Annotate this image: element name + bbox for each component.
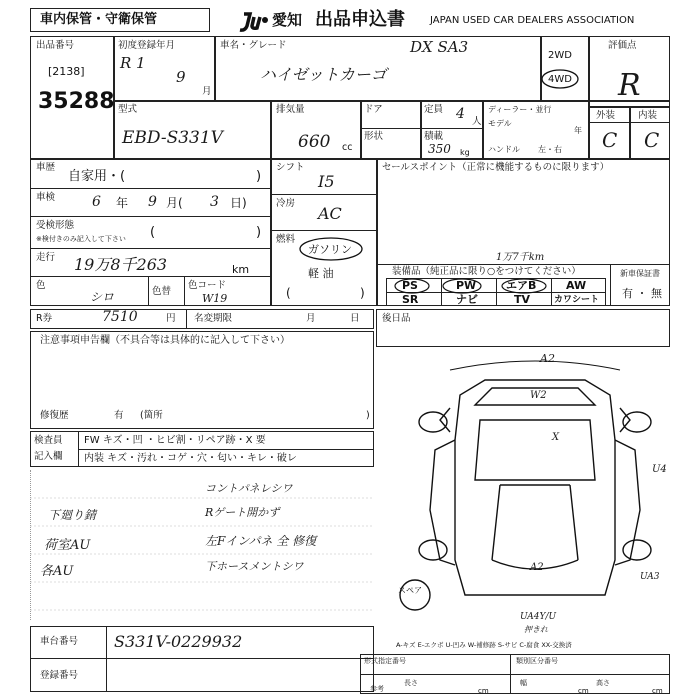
lot-sub-number: [2138] [48, 65, 85, 78]
lot-label: 出品番号 [36, 40, 75, 51]
fuel-gasoline: ガソリン [308, 243, 352, 256]
inspection-era: 6 [92, 194, 101, 210]
drive-4wd: 4WD [548, 74, 572, 85]
receipt-paren-open: ( [150, 225, 156, 240]
ac-label: 冷房 [276, 198, 296, 209]
receipt-note: ※検付きのみ記入して下さい [36, 235, 126, 243]
inspector-note-5: 左Fインパネ 全 修復 [205, 534, 317, 548]
class-label: 類別区分番号 [516, 657, 558, 665]
receipt-paren-close: ) [256, 225, 262, 240]
ref-label: 参考 [370, 685, 384, 693]
color-value: シロ [90, 290, 115, 304]
color-code-label: 色コード [188, 280, 227, 291]
fuel-diesel: 軽 油 [308, 267, 334, 280]
diagram-legend: A-キズ E-エクボ U-凹み W-補修跡 S-サビ C-腐食 XX-交換済 [396, 641, 572, 649]
equipment-leather: カワシート [554, 295, 600, 305]
inspector-fw-row: FW キズ・凹 ・ヒビ割・リペア跡・X 要 [84, 435, 266, 446]
mark-a2-bottom: A2 [530, 562, 544, 573]
model-label: 型式 [118, 104, 138, 115]
fuel-paren-open: ( [286, 286, 291, 300]
inspection-label: 車検 [36, 192, 56, 203]
selling-points-note: 1万7千km [496, 252, 545, 263]
rear-seat-box [376, 309, 670, 347]
mark-ua4-sub: 押きれ [524, 625, 548, 634]
model-year-label: モデル [488, 119, 512, 128]
inspection-day-unit: 日) [230, 196, 247, 210]
ju-logo-icon [238, 11, 270, 33]
warranty-value: 有 ・ 無 [622, 287, 662, 300]
displacement-label: 排気量 [276, 104, 305, 115]
model-value: EBD-S331V [122, 128, 223, 148]
history-value: 自家用・( [68, 169, 126, 184]
inspection-month-unit: 月( [166, 196, 183, 210]
inspector-note-3: Rゲート開かず [205, 506, 280, 519]
repair-label: 修復歴 [40, 410, 69, 421]
handle-label: ハンドル [488, 145, 520, 154]
fuel-label: 燃料 [276, 234, 296, 245]
inspector-int-row: 内装 キズ・汚れ・コゲ・穴・匂い・キレ・破レ [84, 453, 297, 464]
load-value: 350 [428, 142, 451, 156]
mark-ua3: UA3 [640, 572, 660, 582]
length-label: 長さ [404, 679, 418, 687]
mark-u4: U4 [652, 464, 667, 475]
length-cm: cm [478, 687, 489, 695]
inspection-year-unit: 年 [116, 196, 129, 210]
inspector-label-1: 検査員 [34, 435, 63, 446]
drive-2wd: 2WD [548, 50, 572, 61]
spare-label: スペア [398, 586, 422, 595]
name-change-month: 月 [306, 313, 316, 324]
equipment-pw: PW [456, 279, 477, 292]
grade-eval-label: 評価点 [608, 40, 637, 51]
registration-era: R 1 [120, 54, 146, 72]
inspector-note-4: 荷室AU [44, 538, 91, 553]
inspection-day: 3 [210, 194, 219, 210]
handle-options: 左・右 [538, 145, 562, 154]
grade-score: R [618, 68, 641, 103]
inspector-note-6: 各AU [40, 564, 74, 579]
height-label: 高さ [596, 679, 610, 687]
history-label: 車歴 [36, 162, 56, 173]
equipment-airbag: エアB [506, 279, 537, 292]
shape-label: 形状 [364, 131, 384, 142]
exterior-label: 外装 [596, 110, 616, 121]
inspector-note-1: コントパネレシワ [205, 482, 293, 495]
inspection-month: 9 [148, 194, 157, 210]
doors-label: ドア [364, 104, 383, 115]
load-label: 積載 [424, 131, 444, 142]
registration-month: 9 [176, 68, 186, 86]
name-change-day: 日 [350, 313, 360, 324]
recycle-unit: 円 [166, 313, 176, 324]
load-unit: kg [460, 148, 470, 157]
equipment-ps: PS [402, 279, 418, 292]
capacity-unit: 人 [472, 116, 482, 127]
rear-seat-label: 後日品 [382, 313, 411, 324]
lot-number: 35288 [38, 89, 115, 114]
form-title: 出品申込書 [315, 9, 405, 30]
registration-label: 初度登録年月 [118, 40, 176, 51]
logo-region: 愛知 [272, 11, 303, 29]
storage-label: 車内保管・守衛保管 [40, 12, 158, 27]
capacity-label: 定員 [424, 104, 444, 115]
equipment-navi: ナビ [456, 293, 478, 306]
inspector-note-7: 下ホースメントシワ [205, 560, 304, 573]
history-close: ) [256, 169, 262, 184]
capacity-value: 4 [456, 106, 465, 122]
ac-value: AC [318, 204, 342, 223]
color-swap-label: 色替 [152, 286, 172, 297]
height-cm: cm [652, 687, 663, 695]
shift-label: シフト [276, 162, 305, 173]
interior-label: 内装 [638, 110, 658, 121]
mark-a2-top: A2 [540, 352, 555, 365]
inspector-label-2: 記入欄 [34, 451, 63, 462]
chassis-label: 車台番号 [40, 636, 79, 647]
circle-mark-icon [540, 68, 580, 90]
name-change-label: 名変期限 [194, 313, 233, 324]
exterior-grade: C [602, 128, 618, 152]
displacement-value: 660 [298, 132, 331, 152]
mileage-unit: km [232, 263, 250, 276]
mark-ua4-note: UA4Y/U [520, 612, 557, 622]
recycle-value: 7510 [102, 309, 138, 325]
registration-month-unit: 月 [202, 86, 212, 97]
equipment-sr: SR [402, 293, 419, 306]
vehicle-grade: DX SA3 [410, 38, 469, 56]
plate-label: 登録番号 [40, 670, 79, 681]
notes-label: 注意事項申告欄（不具合等は具体的に記入して下さい） [40, 335, 290, 346]
type-label: 形式指定番号 [364, 657, 406, 665]
shift-value: I5 [318, 172, 335, 191]
vehicle-name-label: 車名・グレード [220, 40, 287, 51]
equipment-label: 装備品（純正品に限り○をつけてください） [392, 266, 581, 277]
association-name: JAPAN USED CAR DEALERS ASSOCIATION [430, 15, 635, 26]
selling-points-label: セールスポイント（正常に機能するものに限ります） [382, 162, 610, 173]
mileage-value: 19万8千263 [74, 255, 168, 274]
circle-mark-icon [392, 278, 552, 294]
mileage-label: 走行 [36, 252, 56, 263]
warranty-label: 新車保証書 [620, 269, 660, 278]
receipt-label: 受検形態 [36, 220, 75, 231]
equipment-aw: AW [566, 279, 587, 292]
fuel-paren-close: ) [360, 286, 365, 300]
mark-x: X [552, 432, 560, 443]
inspector-note-2: 下廻り錆 [48, 508, 97, 522]
recycle-label: R券 [36, 313, 53, 324]
equipment-tv: TV [514, 293, 531, 306]
vehicle-name: ハイゼットカーゴ [260, 65, 387, 84]
circle-mark-icon [298, 236, 364, 262]
repair-paren: (箇所 [140, 410, 163, 421]
repair-close: ) [366, 410, 370, 421]
width-label: 幅 [520, 679, 527, 687]
color-label: 色 [36, 280, 46, 291]
repair-value: 有 [114, 410, 124, 421]
mark-w2: W2 [530, 390, 547, 401]
color-code: W19 [202, 292, 228, 305]
width-cm: cm [578, 687, 589, 695]
dealer-label: ディーラー・並行 [488, 105, 552, 114]
interior-grade: C [644, 128, 660, 152]
year-unit: 年 [574, 126, 582, 135]
displacement-unit: cc [342, 142, 353, 153]
chassis-value: S331V-0229932 [114, 632, 243, 651]
